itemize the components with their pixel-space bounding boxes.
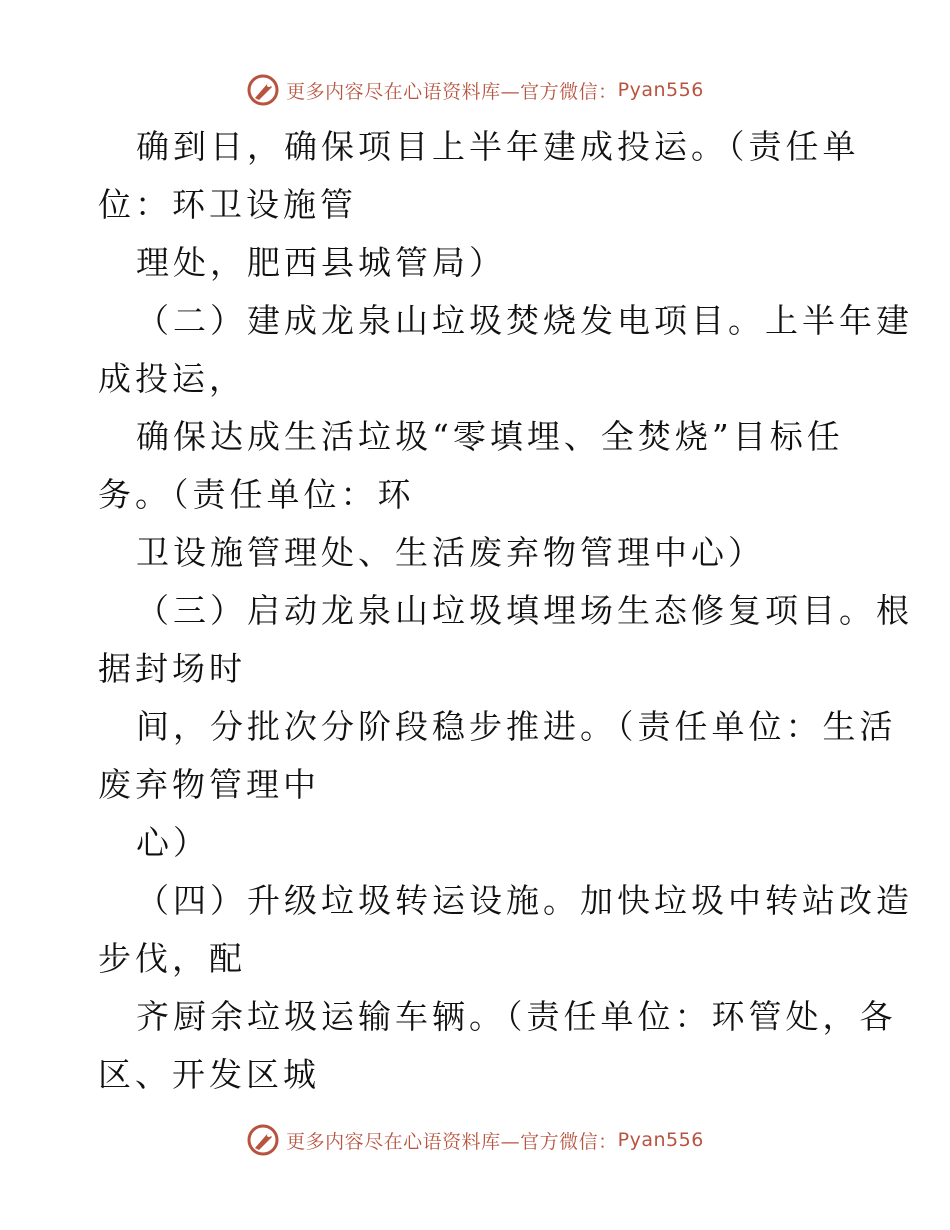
text-line: （三）启动龙泉山垃圾填埋场生态修复项目。根 xyxy=(136,591,913,630)
watermark-text: 更多内容尽在心语资料库—官方微信： xyxy=(286,80,618,103)
text-line: 确到日，确保项目上半年建成投运。（责任单 xyxy=(136,127,860,166)
text-line: 区、开发区城 xyxy=(98,1055,320,1094)
text-line: 成投运， xyxy=(98,359,246,398)
text-line: 废弃物管理中 xyxy=(98,765,320,804)
footer-watermark xyxy=(0,1120,950,1160)
document-body xyxy=(98,118,913,1104)
text-line: （四）升级垃圾转运设施。加快垃圾中转站改造 xyxy=(136,881,913,920)
text-line: 务。（责任单位：环 xyxy=(98,475,415,514)
text-line: 位：环卫设施管 xyxy=(98,185,357,224)
text-line: 卫设施管理处、生活废弃物管理中心） xyxy=(136,533,765,572)
text-line: 间，分批次分阶段稳步推进。（责任单位：生活 xyxy=(136,707,897,746)
watermark-text: 更多内容尽在心语资料库—官方微信： xyxy=(286,1130,618,1153)
text-line: 齐厨余垃圾运输车辆。（责任单位：环管处，各 xyxy=(136,997,897,1036)
text-line: 理处，肥西县城管局） xyxy=(136,243,506,282)
text-line: 确保达成生活垃圾“零填埋、全焚烧”目标任 xyxy=(136,417,844,456)
text-line: 步伐，配 xyxy=(98,939,246,978)
text-line: 心） xyxy=(136,823,210,862)
watermark-wechat-id: Pyan556 xyxy=(617,79,704,101)
header-watermark xyxy=(0,70,950,110)
text-line: 据封场时 xyxy=(98,649,246,688)
fountain-pen-seal-icon xyxy=(246,1123,280,1157)
text-line: （二）建成龙泉山垃圾焚烧发电项目。上半年建 xyxy=(136,301,913,340)
watermark-wechat-id: Pyan556 xyxy=(617,1129,704,1151)
fountain-pen-seal-icon xyxy=(246,73,280,107)
